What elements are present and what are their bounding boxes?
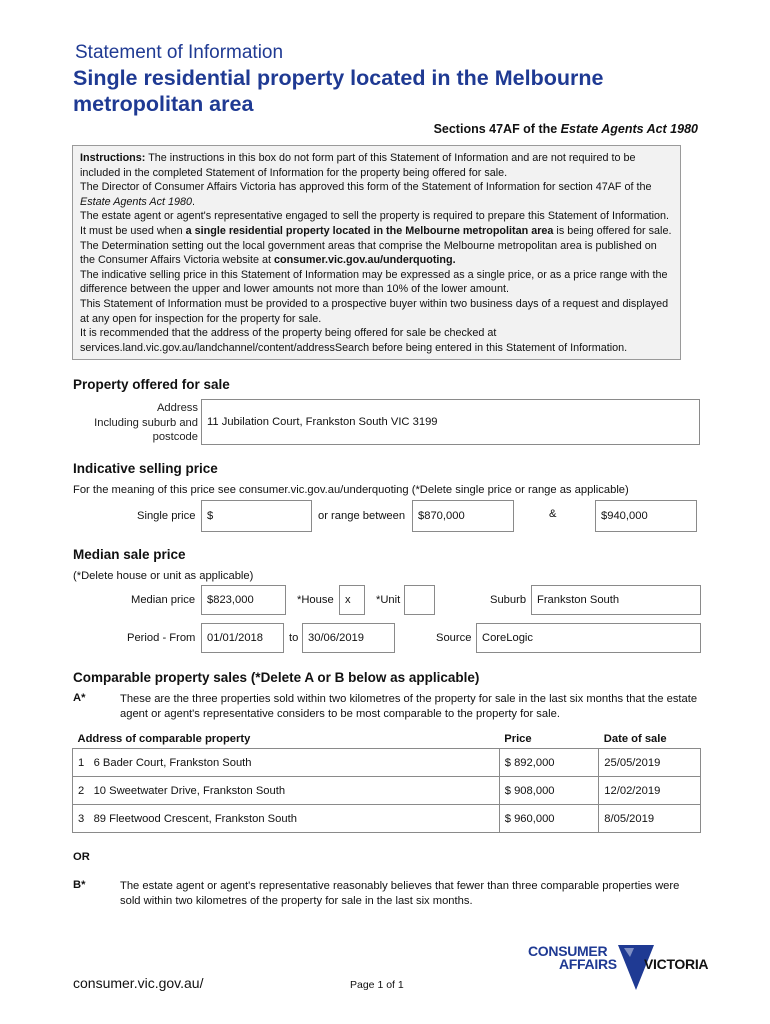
house-checkbox[interactable]: x xyxy=(339,585,365,615)
period-from-label: Period - From xyxy=(127,632,196,644)
address-label xyxy=(60,401,198,445)
range-low-field[interactable]: $870,000 xyxy=(412,500,514,532)
underquoting-link[interactable]: consumer.vic.gov.au/underquoting. xyxy=(274,254,456,267)
logo-line3: VICTORIA xyxy=(644,956,709,972)
address-field[interactable]: 11 Jubilation Court, Frankston South VIC 3199 xyxy=(201,399,700,445)
range-high-field[interactable]: $940,000 xyxy=(595,500,697,532)
comparable-heading: Comparable property sales (*Delete A or B below as applicable) xyxy=(73,670,480,685)
col-date-header: Date of sale xyxy=(599,733,701,749)
instructions-box xyxy=(72,145,681,360)
period-to-field[interactable]: 30/06/2019 xyxy=(302,623,395,653)
sections-act: Estate Agents Act 1980 xyxy=(560,122,698,136)
median-price-label: Median price xyxy=(131,594,196,606)
table-row xyxy=(73,749,701,777)
logo-line1: CONSUMER xyxy=(528,943,608,959)
logo-line2: AFFAIRS xyxy=(559,956,617,972)
unit-label: *Unit xyxy=(376,594,401,606)
sections-prefix: Sections 47AF of the xyxy=(433,122,561,136)
comparable-date-cell[interactable]: 8/05/2019 xyxy=(599,805,701,833)
table-row xyxy=(73,805,701,833)
instructions-text-3b: is being offered for sale. The Determination setting out the local government areas that comprise the Melbourne metropolitan area is published on the Consumer Affairs Victoria website at xyxy=(80,224,672,267)
row-address: 10 Sweetwater Drive, Frankston South xyxy=(93,784,286,797)
page-title: Single residential property located in the Melbourne metropolitan area xyxy=(73,66,604,116)
option-b-text: The estate agent or agent's representative reasonably believes that fewer than three comparable properties were sold within two kilometres of the property for sale in the last six months. xyxy=(120,880,680,907)
instructions-p4: The indicative selling price in this Statement of Information may be expressed as a single price, or as a price range with the difference between the upper and lower amounts not more than 10% of the lower amount. xyxy=(80,268,668,296)
suburb-label: Suburb xyxy=(490,594,527,606)
median-note: (*Delete house or unit as applicable) xyxy=(73,570,254,582)
or-label: OR xyxy=(73,851,90,863)
row-number: 3 xyxy=(78,812,85,825)
option-b-label: B* xyxy=(73,879,86,891)
comparable-date-cell[interactable]: 25/05/2019 xyxy=(599,749,701,777)
range-label: or range between xyxy=(318,510,406,522)
period-from-field[interactable]: 01/01/2018 xyxy=(201,623,284,653)
median-price-field[interactable]: $823,000 xyxy=(201,585,286,615)
consumer-affairs-victoria-logo xyxy=(528,943,709,992)
source-field[interactable]: CoreLogic xyxy=(476,623,701,653)
row-number: 2 xyxy=(78,784,85,797)
col-address-header: Address of comparable property xyxy=(73,733,500,749)
row-address: 6 Bader Court, Frankston South xyxy=(93,756,252,769)
house-label: *House xyxy=(297,594,334,606)
instructions-p3 xyxy=(80,209,673,267)
address-label-line1: Address xyxy=(156,402,198,414)
instructions-text-2act: Estate Agents Act 1980 xyxy=(80,195,193,208)
instructions-label: Instructions: xyxy=(80,152,146,164)
source-label: Source xyxy=(436,632,472,644)
row-number: 1 xyxy=(78,756,85,769)
footer-url[interactable]: consumer.vic.gov.au/ xyxy=(73,975,204,991)
comparable-address-cell[interactable] xyxy=(73,805,500,833)
address-label-line2: Including suburb and xyxy=(94,416,198,429)
sections-reference xyxy=(434,122,698,136)
pre-title: Statement of Information xyxy=(75,42,284,63)
comparable-price-cell[interactable]: $ 908,000 xyxy=(499,777,599,805)
instructions-p6: It is recommended that the address of the property being offered for sale be checked at services.land.vic.gov.au/landchannel/content/addressSearch before being entered in this Statement of Information. xyxy=(80,327,628,354)
address-label-line3: postcode xyxy=(152,431,198,444)
instructions-text-2a: The Director of Consumer Affairs Victoria has approved this form of the Statement of Information for section 47AF of the xyxy=(80,181,652,194)
property-heading: Property offered for sale xyxy=(73,377,230,392)
instructions-p2 xyxy=(80,180,673,209)
comparable-date-cell[interactable]: 12/02/2019 xyxy=(599,777,701,805)
median-heading: Median sale price xyxy=(73,547,186,562)
instructions-p5: This Statement of Information must be provided to a prospective buyer within two business days of a request and displayed at any open for inspection for the property for sale. xyxy=(80,297,669,325)
comparable-table xyxy=(72,733,701,833)
table-header-row xyxy=(73,733,701,749)
comparable-price-cell[interactable]: $ 892,000 xyxy=(499,749,599,777)
unit-checkbox[interactable] xyxy=(404,585,435,615)
col-price-header: Price xyxy=(499,733,599,749)
instructions-text-1: The instructions in this box do not form part of this Statement of Information and are not required to be included in the completed Statement of Information for the property being offered for sale. xyxy=(80,152,636,179)
suburb-field[interactable]: Frankston South xyxy=(531,585,701,615)
instructions-text-2b: . xyxy=(192,195,196,208)
instructions-p1 xyxy=(80,151,673,180)
single-price-field[interactable]: $ xyxy=(201,500,312,532)
instructions-text-3a: The estate agent or agent's representative engaged to sell the property is required to prepare this Statement of Information. It must be used when xyxy=(80,210,670,237)
option-a-text: These are the three properties sold within two kilometres of the property for sale in the last six months that the estate agent or agent's representative considers to be most comparable to the property for sale. xyxy=(120,693,698,720)
row-address: 89 Fleetwood Crescent, Frankston South xyxy=(93,812,297,825)
comparable-price-cell[interactable]: $ 960,000 xyxy=(499,805,599,833)
range-ampersand: & xyxy=(549,508,557,520)
indicative-heading: Indicative selling price xyxy=(73,461,218,476)
table-row xyxy=(73,777,701,805)
page-number: Page 1 of 1 xyxy=(350,979,404,991)
period-to-label: to xyxy=(289,632,299,644)
comparable-address-cell[interactable] xyxy=(73,749,500,777)
instructions-text-3bold: a single residential property located in the Melbourne metropolitan area xyxy=(185,224,554,237)
comparable-address-cell[interactable] xyxy=(73,777,500,805)
indicative-note: For the meaning of this price see consumer.vic.gov.au/underquoting (*Delete single price or range as applicable) xyxy=(73,484,629,496)
single-price-label: Single price xyxy=(137,510,196,522)
option-a-label: A* xyxy=(73,692,86,704)
